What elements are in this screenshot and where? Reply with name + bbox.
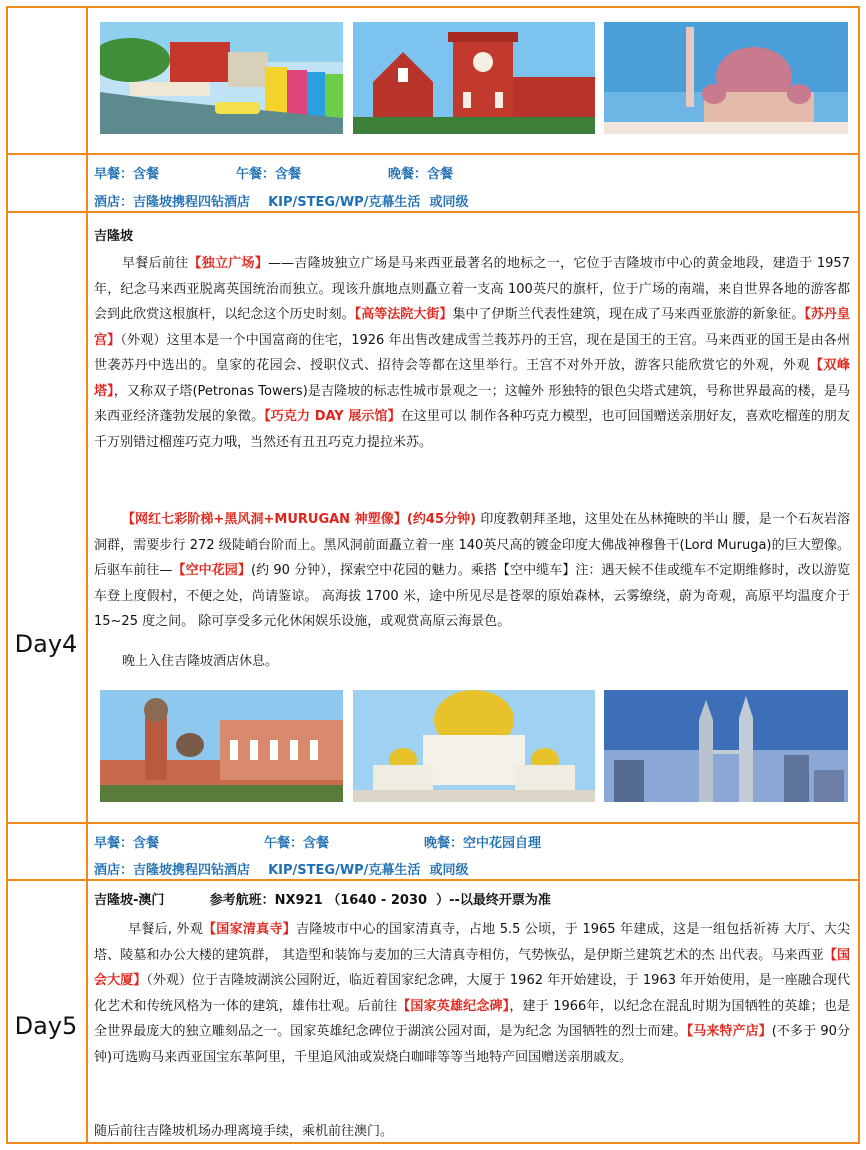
day-row-divider xyxy=(6,211,860,213)
day3-lunch: 午餐：含餐 xyxy=(236,167,302,182)
meal-row-divider xyxy=(6,153,860,155)
day4-hotel: 酒店：吉隆坡携程四钻酒店 KIP/STEG/WP/克幕生活 或同级 xyxy=(94,863,469,878)
day5-paragraph-2: 随后前往吉隆坡机场办理离境手续，乘机前往澳门。 xyxy=(94,1124,394,1139)
day4-label: Day4 xyxy=(14,630,78,658)
meal-row-divider xyxy=(6,822,860,824)
day-row-divider xyxy=(6,879,860,881)
day4-dinner: 晚餐：空中花园自理 xyxy=(424,836,542,851)
photo-golden-dome-palace xyxy=(353,690,595,802)
day5-label: Day5 xyxy=(14,1012,78,1040)
photo-petronas-towers xyxy=(604,690,848,802)
day3-breakfast: 早餐：含餐 xyxy=(94,167,160,182)
day3-dinner: 晚餐：含餐 xyxy=(388,167,454,182)
day4-title: 吉隆坡 xyxy=(94,229,134,244)
day4-paragraph-3: 晚上入住吉隆坡酒店休息。 xyxy=(122,654,279,669)
day4-paragraph-2: 【网红七彩阶梯+黑风洞+MURUGAN 神塑像】(约45分钟) 印度教朝拜圣地，这里处在丛林掩映的半山 腰，是一个石灰岩溶洞群，需要步行 272 级陡峭台阶而上。黑风洞前面矗立着一座 140英尺高的镀金印度大佛战神穆鲁干(Lord Muruga)的巨大塑像。后驱车前往—【空中花园】(约 90 分钟），探索空中花园的魅力。乘搭【空中缆车】注：遇天候不佳或缆车不定期维修时，改以游览车登上度假村，不便之处，尚请鉴谅。 高海拔 1700 米，途中所见尽是苍翠的原始森林，云雾缭绕，蔚为奇观，高原平均温度介于 15~25 度之间。 除可享受多元化休闲娱乐设施，或观赏高原云海景色。 xyxy=(94,512,850,629)
photo-sultan-building xyxy=(100,690,343,802)
day4-breakfast: 早餐：含餐 xyxy=(94,836,160,851)
day5-paragraph-1: 早餐后, 外观【国家清真寺】吉隆坡市中心的国家清真寺，占地 5.5 公顷，于 1965 年建成，这是一组包括祈祷 大厅、大尖塔、陵墓和办公大楼的建筑群， 其造型和装饰与麦加的三大清真寺相仿，气势恢弘，是伊斯兰建筑艺术的杰 出代表。马来西亚【国会大厦】（外观）位于吉隆坡湖滨公园附近，临近着国家纪念碑，大厦于 1962 年开始建设，于 1963 年开始使用，是一座融合现代化艺术和传统风格为一体的建筑，雄伟壮观。后前往【国家英雄纪念碑】，建于 1966年，以纪念在混乱时期为国牺牲的英雄；也是全世界最庞大的独立雕刻品之一。国家英雄纪念碑位于湖滨公园对面，是为纪念 为国牺牲的烈士而建。【马来特产店】(不多于 90分钟)可选购马来西亚国宝东革阿里，千里追风油或炭烧白咖啡等等当地特产回国赠送亲朋戚友。 xyxy=(94,922,850,1065)
day3-hotel: 酒店：吉隆坡携程四钻酒店 KIP/STEG/WP/克幕生活 或同级 xyxy=(94,195,469,210)
photo-red-clock-tower xyxy=(353,22,595,134)
day4-lunch: 午餐：含餐 xyxy=(264,836,330,851)
photo-pink-mosque xyxy=(604,22,848,134)
day-column-divider xyxy=(86,6,88,1144)
photo-melaka-river xyxy=(100,22,343,134)
day4-paragraph-1: 早餐后前往【独立广场】——吉隆坡独立广场是马来西亚最著名的地标之一，它位于吉隆坡市中心的黄金地段，建造于 1957 年，纪念马来西亚脱离英国统治而独立。现该升旗地点则矗立着一支高 100英尺的旗杆，位于广场的南端，来自世界各地的游客都会到此欣赏这根旗杆，以纪念这个历史时刻。【高等法院大街】集中了伊斯兰代表性建筑，现在成了马来西亚旅游的新象征。【苏丹皇宫】（外观）这里本是一个中国富商的住宅，1926 年出售改建成雪兰莪苏丹的王宫，现在是国王的王宫。马来西亚的国王是由各州世袭苏丹中选出的。皇家的花园会、授职仪式、招待会等都在这里举行。王宫不对外开放，游客只能欣赏它的外观，外观【双峰塔】，又称双子塔(Petronas Towers)是吉隆坡的标志性城市景观之一；这幢外 形独特的银色尖塔式建筑，号称世界最高的楼，是马来西亚经济蓬勃发展的象徵。【巧克力 DAY 展示馆】在这里可以 制作各种巧克力模型，也可回国赠送亲朋好友，喜欢吃榴莲的朋友千万别错过榴莲巧克力哦，当然还有丑丑巧克力提拉米苏。 xyxy=(94,256,850,450)
day5-title: 吉隆坡-澳门 参考航班：NX921 （1640 - 2030 ）--以最终开票为准 xyxy=(94,893,551,908)
